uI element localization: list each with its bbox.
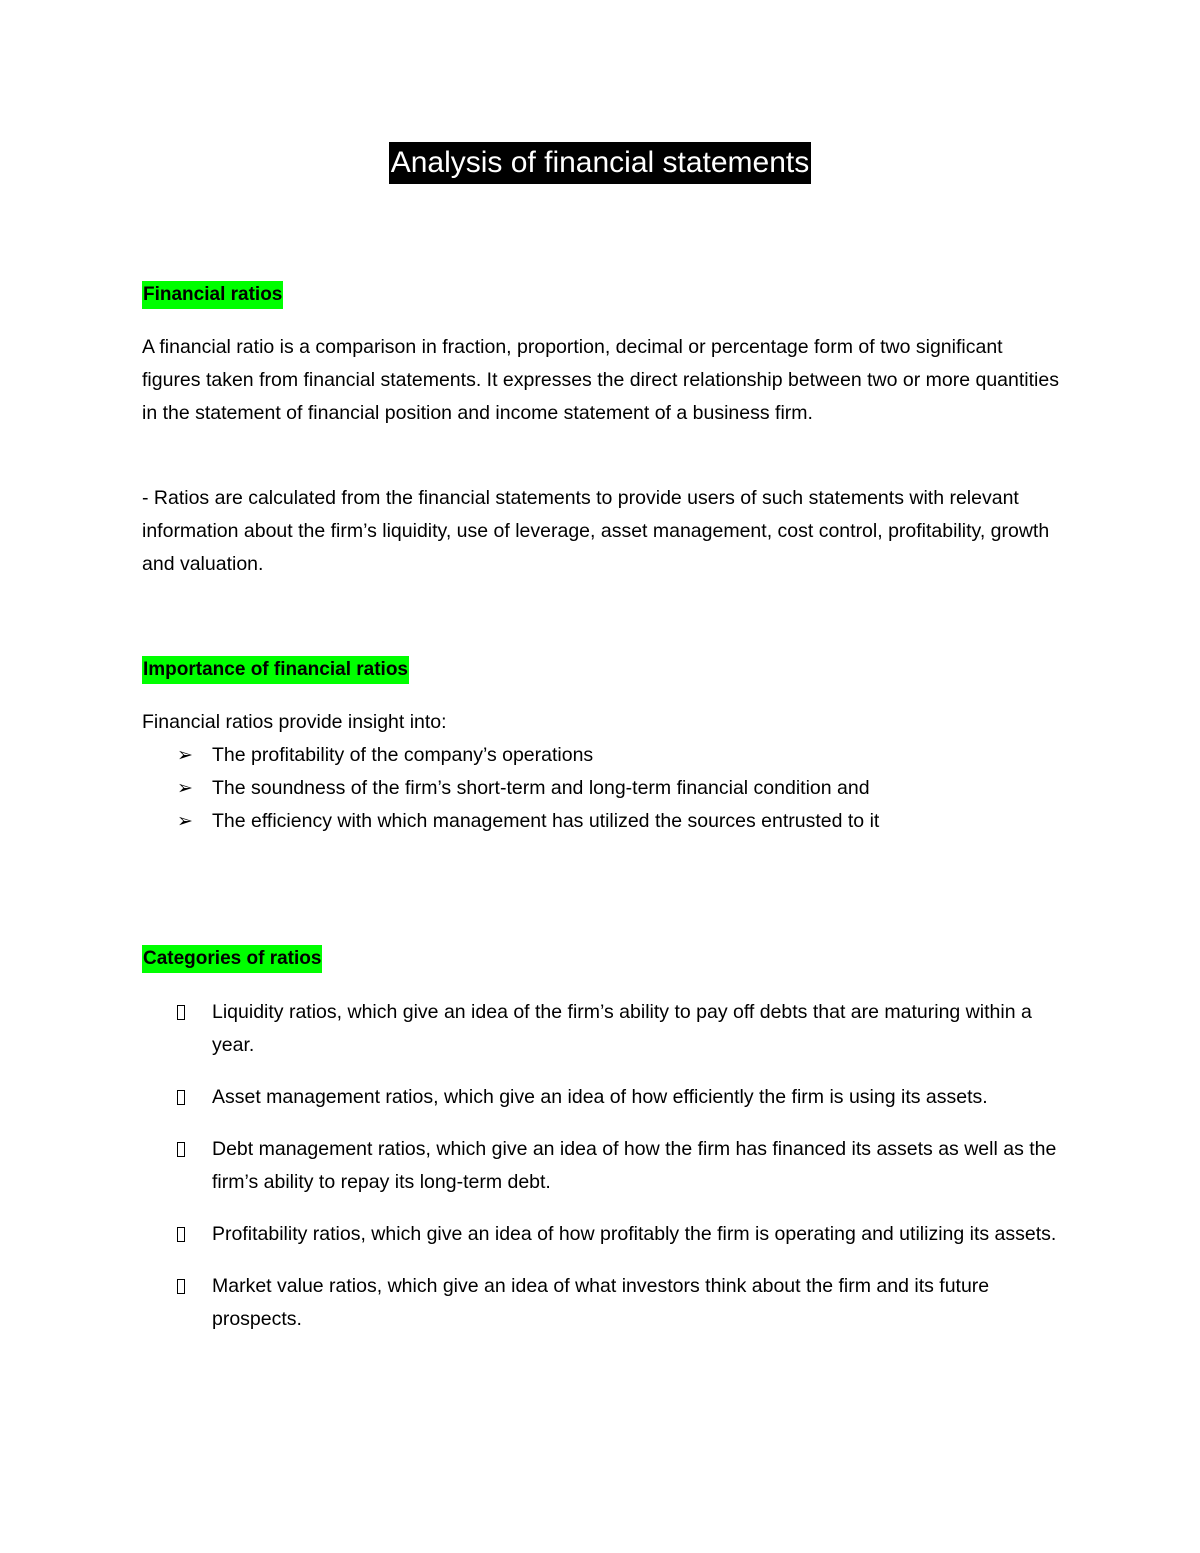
list-item-text: Market value ratios, which give an idea of what investors think about the firm and its future prospects.	[212, 1275, 990, 1330]
list-item-text: The profitability of the company’s operations	[212, 744, 594, 766]
list-item-text: Asset management ratios, which give an idea of how efficiently the firm is using its assets.	[212, 1086, 988, 1108]
box-bullet-icon	[177, 1090, 185, 1105]
importance-list	[142, 739, 1062, 838]
heading-categories-of-ratios: Categories of ratios	[142, 945, 322, 973]
heading-importance-of-ratios: Importance of financial ratios	[142, 656, 409, 684]
box-bullet-icon	[177, 1005, 185, 1020]
ratios-purpose-paragraph: - Ratios are calculated from the financial statements to provide users of such statements with relevant information about the firm’s liquidity, use of leverage, asset management, cost control, profitability, growth and valuation.	[142, 487, 1050, 575]
list-item-text: The efficiency with which management has utilized the sources entrusted to it	[212, 810, 880, 832]
arrow-bullet-icon: ➢	[177, 745, 193, 766]
categories-list	[142, 996, 1062, 1355]
list-item	[142, 772, 1062, 805]
document-title: Analysis of financial statements	[389, 142, 812, 184]
list-item	[142, 1270, 1062, 1336]
financial-ratio-definition: A financial ratio is a comparison in fraction, proportion, decimal or percentage form of two significant figures taken from financial statements. It expresses the direct relationship between two or more quantities in the statement of financial position and income statement of a business firm.	[142, 336, 1059, 424]
box-bullet-icon	[177, 1279, 185, 1294]
list-item-text: The soundness of the firm’s short-term and long-term financial condition and	[212, 777, 870, 799]
list-item-text: Profitability ratios, which give an idea of how profitably the firm is operating and utilizing its assets.	[212, 1223, 1057, 1245]
arrow-bullet-icon: ➢	[177, 811, 193, 832]
heading-financial-ratios: Financial ratios	[142, 281, 283, 309]
list-item	[142, 996, 1062, 1062]
list-item-text: Liquidity ratios, which give an idea of the firm’s ability to pay off debts that are maturing within a year.	[212, 1001, 1032, 1056]
list-item	[142, 805, 1062, 838]
importance-intro: Financial ratios provide insight into:	[142, 711, 447, 733]
arrow-bullet-icon: ➢	[177, 778, 193, 799]
title-container	[0, 142, 1200, 184]
list-item	[142, 1081, 1062, 1114]
list-item	[142, 1133, 1062, 1199]
list-item	[142, 739, 1062, 772]
list-item	[142, 1218, 1062, 1251]
box-bullet-icon	[177, 1142, 185, 1157]
list-item-text: Debt management ratios, which give an idea of how the firm has financed its assets as well as the firm’s ability to repay its long-term debt.	[212, 1138, 1057, 1193]
box-bullet-icon	[177, 1227, 185, 1242]
